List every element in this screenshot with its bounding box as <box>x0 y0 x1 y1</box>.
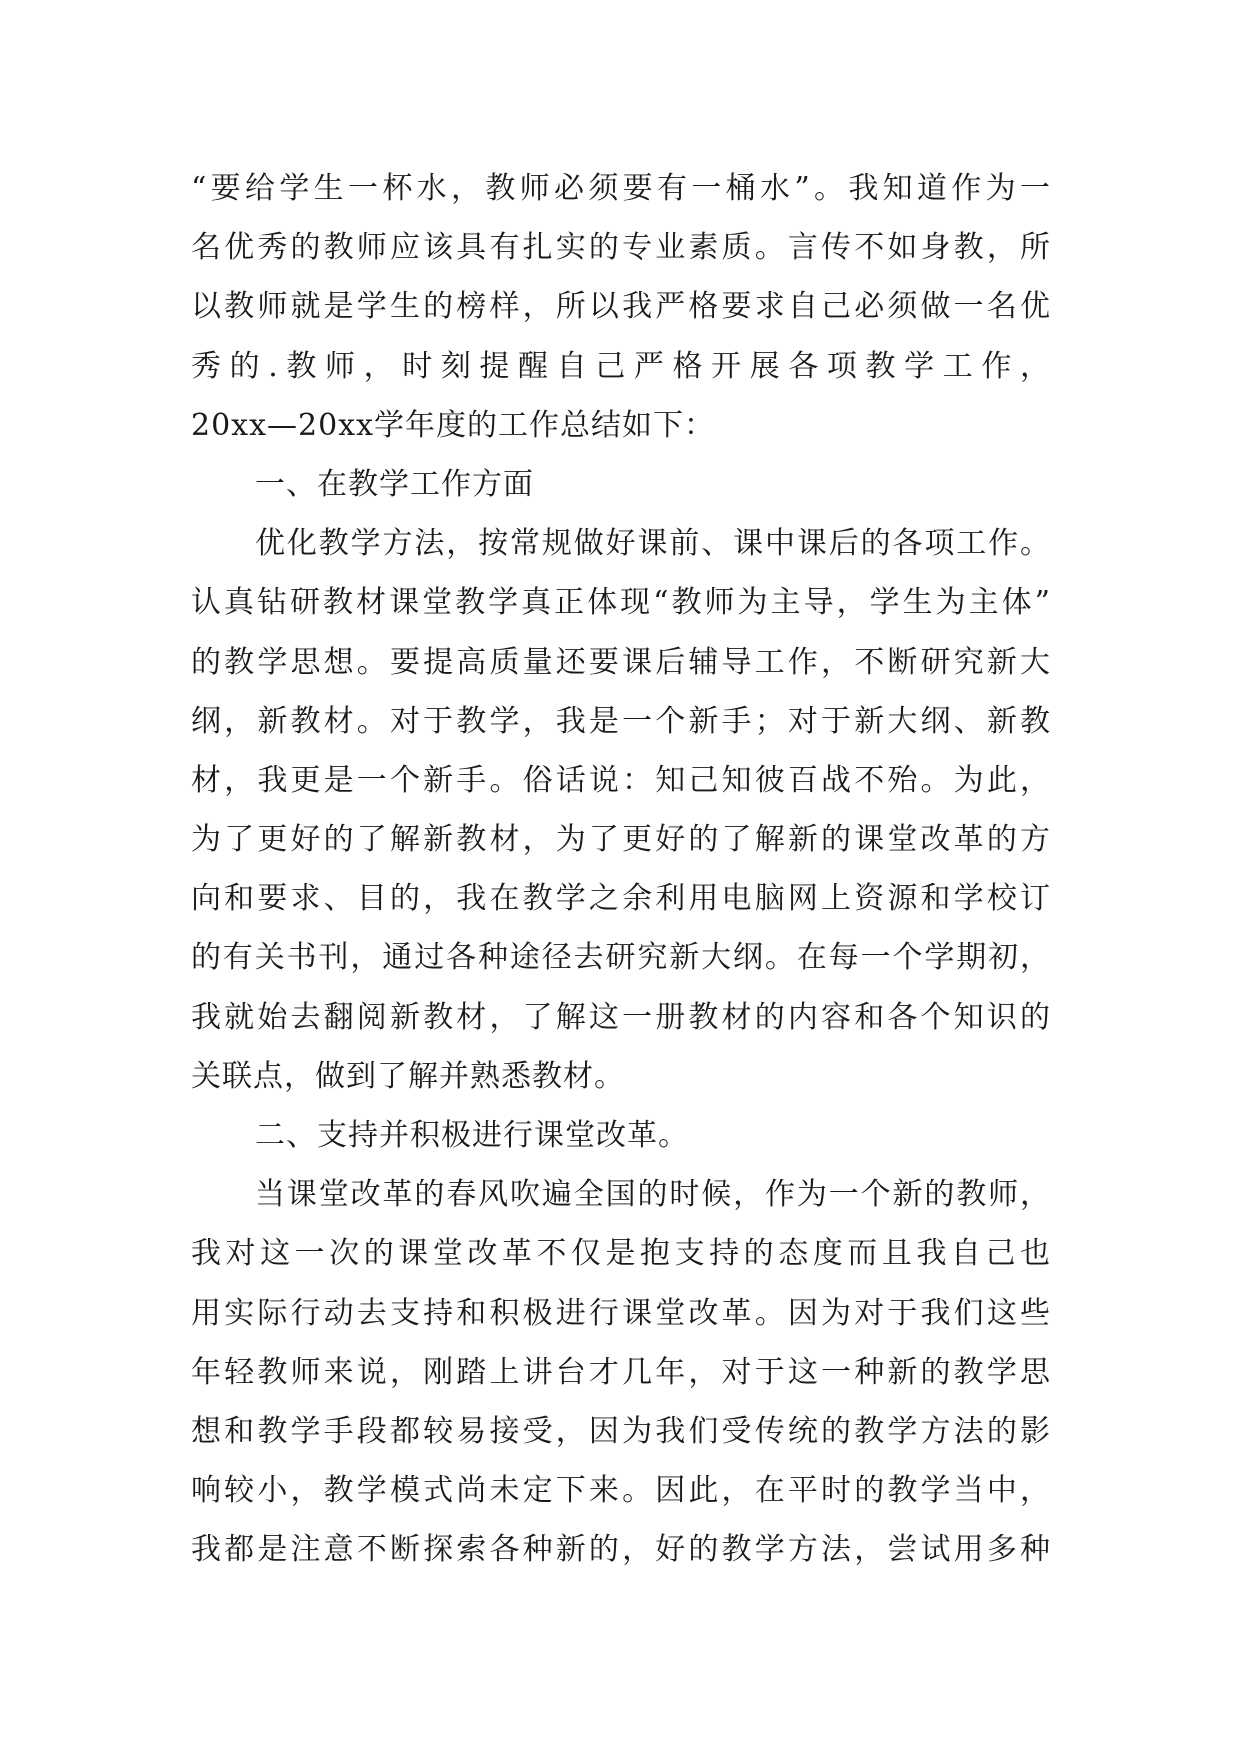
text-line: 20xx—20xx学年度的工作总结如下： <box>191 407 716 443</box>
text-line: 我都是注意不断探索各种新的，好的教学方法，尝试用多种 <box>191 1532 1051 1568</box>
text-line: 当课堂改革的春风吹遍全国的时候，作为一个新的教师， <box>255 1177 1051 1213</box>
text-line: 认真钻研教材课堂教学真正体现“教师为主导，学生为主体” <box>191 585 1051 621</box>
text-line: 想和教学手段都较易接受，因为我们受传统的教学方法的影 <box>191 1413 1051 1449</box>
document-body <box>191 159 1051 1580</box>
text-line: 年轻教师来说，刚踏上讲台才几年，对于这一种新的教学思 <box>191 1354 1051 1390</box>
text-line: 响较小，教学模式尚未定下来。因此，在平时的教学当中， <box>191 1473 1051 1509</box>
text-line: 为了更好的了解新教材，为了更好的了解新的课堂改革的方 <box>191 822 1051 858</box>
text-line: 的有关书刊，通过各种途径去研究新大纲。在每一个学期初， <box>191 940 1051 976</box>
text-line: 关联点，做到了解并熟悉教材。 <box>191 1058 625 1094</box>
text-line: 的教学思想。要提高质量还要课后辅导工作，不断研究新大 <box>191 644 1051 680</box>
text-line: 二、支持并积极进行课堂改革。 <box>255 1118 689 1153</box>
text-line: 秀的.教师，时刻提醒自己严格开展各项教学工作， <box>191 348 1051 384</box>
text-line: 我对这一次的课堂改革不仅是抱支持的态度而且我自己也 <box>191 1236 1051 1272</box>
text-line: 名优秀的教师应该具有扎实的专业素质。言传不如身教，所 <box>191 230 1051 266</box>
text-line: 以教师就是学生的榜样，所以我严格要求自己必须做一名优 <box>191 289 1051 325</box>
text-line: 用实际行动去支持和积极进行课堂改革。因为对于我们这些 <box>191 1295 1051 1331</box>
text-line: 纲，新教材。对于教学，我是一个新手；对于新大纲、新教 <box>191 703 1051 739</box>
text-line: 优化教学方法，按常规做好课前、课中课后的各项工作。 <box>255 526 1051 562</box>
text-line: 我就始去翻阅新教材，了解这一册教材的内容和各个知识的 <box>191 999 1051 1035</box>
text-line: 材，我更是一个新手。俗话说：知己知彼百战不殆。为此， <box>191 762 1051 798</box>
text-line: 一、在教学工作方面 <box>255 466 534 502</box>
text-line: 向和要求、目的，我在教学之余利用电脑网上资源和学校订 <box>191 881 1051 917</box>
text-line: “要给学生一杯水，教师必须要有一桶水”。我知道作为一 <box>191 171 1051 206</box>
